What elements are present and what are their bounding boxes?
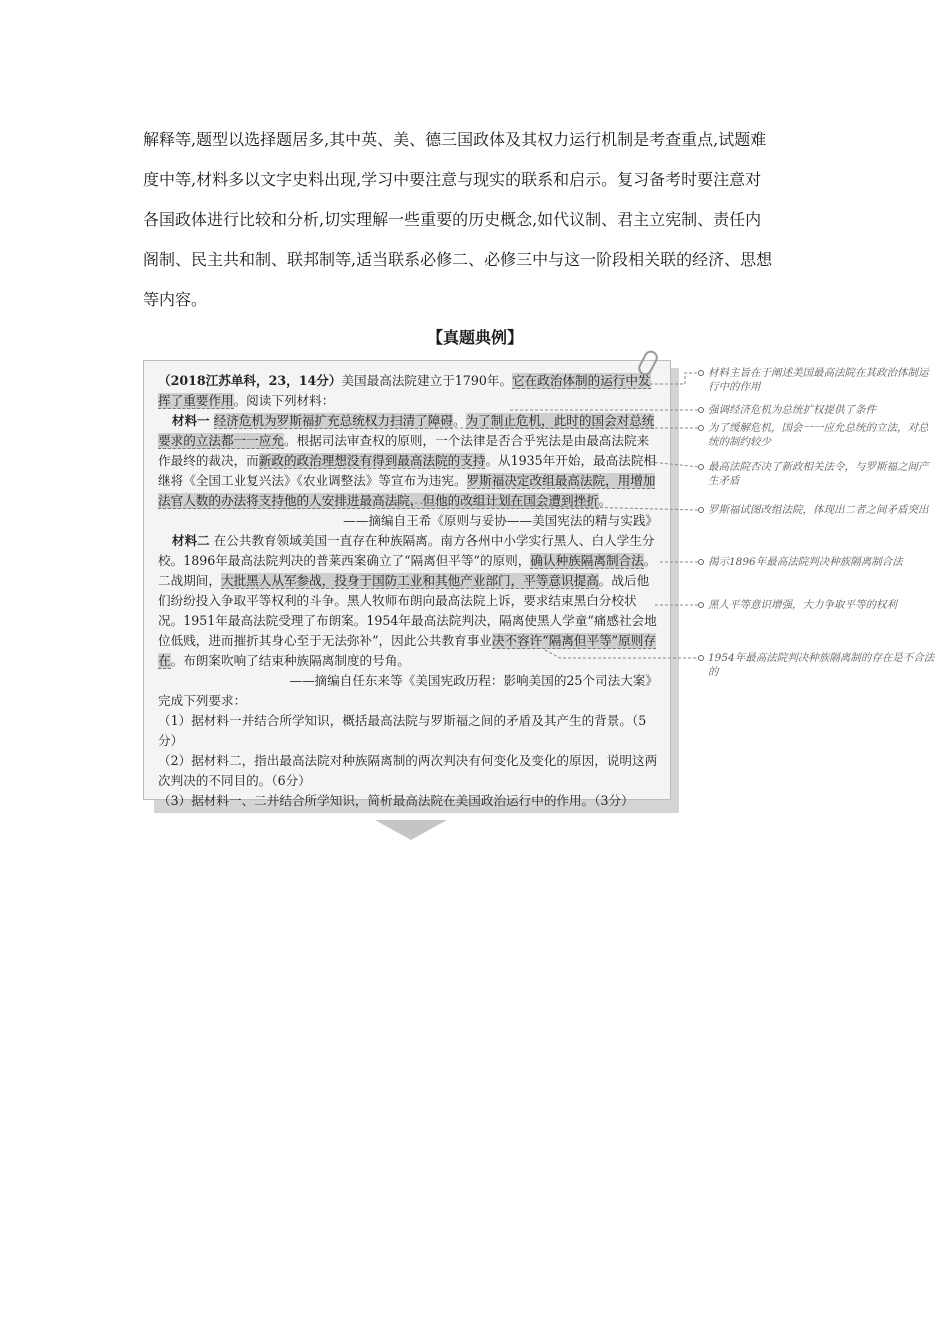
material-text: 。二战期间， bbox=[158, 553, 657, 588]
material-text: 。 bbox=[598, 493, 612, 508]
annotation-note: 罗斯福试图改组法院，体现出二者之间矛盾突出 bbox=[708, 504, 929, 516]
material-text: 。 bbox=[452, 413, 466, 428]
annotation-dot-icon bbox=[698, 370, 704, 376]
highlight: 决不容许“隔离但平等”原则存在 bbox=[158, 633, 656, 668]
material-label: 材料一 bbox=[171, 413, 210, 428]
annotation-dot-icon bbox=[698, 655, 704, 661]
highlight: 它在政治体制的运行中发挥了重要作用 bbox=[158, 373, 651, 408]
annotation-dot-icon bbox=[698, 407, 704, 413]
sub-question-2: （2）据材料二，指出最高法院对种族隔离制的两次判决有何变化及变化的原因，说明这两次判决的不同目的。（6分） bbox=[158, 753, 658, 788]
highlight: 罗斯福决定改组最高法院，用增加法官人数的办法将支持他的人安排进最高法院，但他的改组计划在国会遭到挫折 bbox=[158, 473, 656, 508]
material-one-source: ——摘编自王希《原则与妥协——美国宪法的精与实践》 bbox=[343, 513, 658, 528]
annotation-dot-icon bbox=[698, 425, 704, 431]
annotation-note: 1954年最高法院判决种族隔离制的存在是不合法的 bbox=[708, 652, 935, 678]
annotation-note: 黑人平等意识增强，大力争取平等的权利 bbox=[708, 599, 897, 611]
highlight: 新政的政治理想没有得到最高法院的支持 bbox=[258, 453, 486, 468]
intro-line: 等内容。 bbox=[143, 290, 208, 309]
question-head-text: 美国最高法院建立于1790年。 bbox=[341, 373, 513, 388]
material-text: 在公共教育领域美国一直存在种族隔离。南方各州中小学实行黑人、白人学生分校。1896年最高法院判决的普莱西案确立了“隔离但平等”的原则， bbox=[158, 533, 655, 568]
annotation-dot-icon bbox=[698, 559, 704, 565]
down-arrow-icon bbox=[375, 820, 447, 840]
sub-question-3: （3）据材料一、二并结合所学知识，简析最高法院在美国政治运行中的作用。（3分） bbox=[158, 793, 634, 808]
intro-line: 解释等,题型以选择题居多,其中英、美、德三国政体及其权力运行机制是考查重点,试题难 bbox=[143, 130, 767, 149]
intro-line: 各国政体进行比较和分析,切实理解一些重要的历史概念,如代议制、君主立宪制、责任内 bbox=[143, 210, 762, 229]
highlight: 为了制止危机，此时的国会对总统要求的立法都一一应允 bbox=[158, 413, 655, 448]
material-text: 。布朗案吹响了结束种族隔离制度的号角。 bbox=[170, 653, 410, 668]
highlight: 确认种族隔离制合法 bbox=[530, 553, 644, 568]
material-text: 。从1935年开始，最高法院相继将《全国工业复兴法》《农业调整法》等宣布为违宪。 bbox=[158, 453, 657, 488]
question-head-text: 。阅读下列材料： bbox=[233, 393, 335, 408]
annotation-note: 材料主旨在于阐述美国最高法院在其政治体制运行中的作用 bbox=[708, 367, 929, 393]
task-heading: 完成下列要求： bbox=[158, 693, 247, 708]
material-two-source: ——摘编自任东来等《美国宪政历程：影响美国的25个司法大案》 bbox=[289, 673, 658, 688]
annotation-dot-icon bbox=[698, 602, 704, 608]
question-source: （2018江苏单科，23，14分） bbox=[158, 373, 342, 388]
material-text: 。根据司法审查权的原则，一个法律是否合乎宪法是由最高法院来作最终的裁决，而 bbox=[158, 433, 650, 468]
material-text: 。战后他们纷纷投入争取平等权利的斗争。黑人牧师布朗向最高法院上诉，要求结束黑白分校状况。1951年最高法院受理了布朗案。1954年最高法院判决，隔离使黑人学童“痛感社会地位低贱，进而摧折其身心至于无法弥补”，因此公共教育事业 bbox=[158, 573, 657, 648]
intro-line: 阁制、民主共和制、联邦制等,适当联系必修二、必修三中与这一阶段相关联的经济、思想 bbox=[143, 250, 773, 269]
annotation-note: 最高法院否决了新政相关法令，与罗斯福之间产生矛盾 bbox=[708, 461, 929, 487]
annotation-note: 强调经济危机为总统扩权提供了条件 bbox=[708, 404, 876, 416]
highlight: 大批黑人从军参战，投身于国防工业和其他产业部门，平等意识提高 bbox=[220, 573, 599, 588]
annotation-note: 揭示1896年最高法院判决种族隔离制合法 bbox=[708, 556, 903, 568]
sub-question-1: （1）据材料一并结合所学知识，概括最高法院与罗斯福之间的矛盾及其产生的背景。（5分） bbox=[158, 713, 647, 748]
highlight: 经济危机为罗斯福扩充总统权力扫清了障碍 bbox=[213, 413, 453, 428]
intro-line: 度中等,材料多以文字史料出现,学习中要注意与现实的联系和启示。复习备考时要注意对 bbox=[143, 170, 762, 189]
annotation-dot-icon bbox=[698, 507, 704, 513]
material-label: 材料二 bbox=[171, 533, 210, 548]
annotation-dot-icon bbox=[698, 464, 704, 470]
annotation-note: 为了缓解危机，国会一一应允总统的立法，对总统的制约较少 bbox=[708, 422, 929, 448]
section-title: 【真题典例】 bbox=[426, 328, 523, 347]
